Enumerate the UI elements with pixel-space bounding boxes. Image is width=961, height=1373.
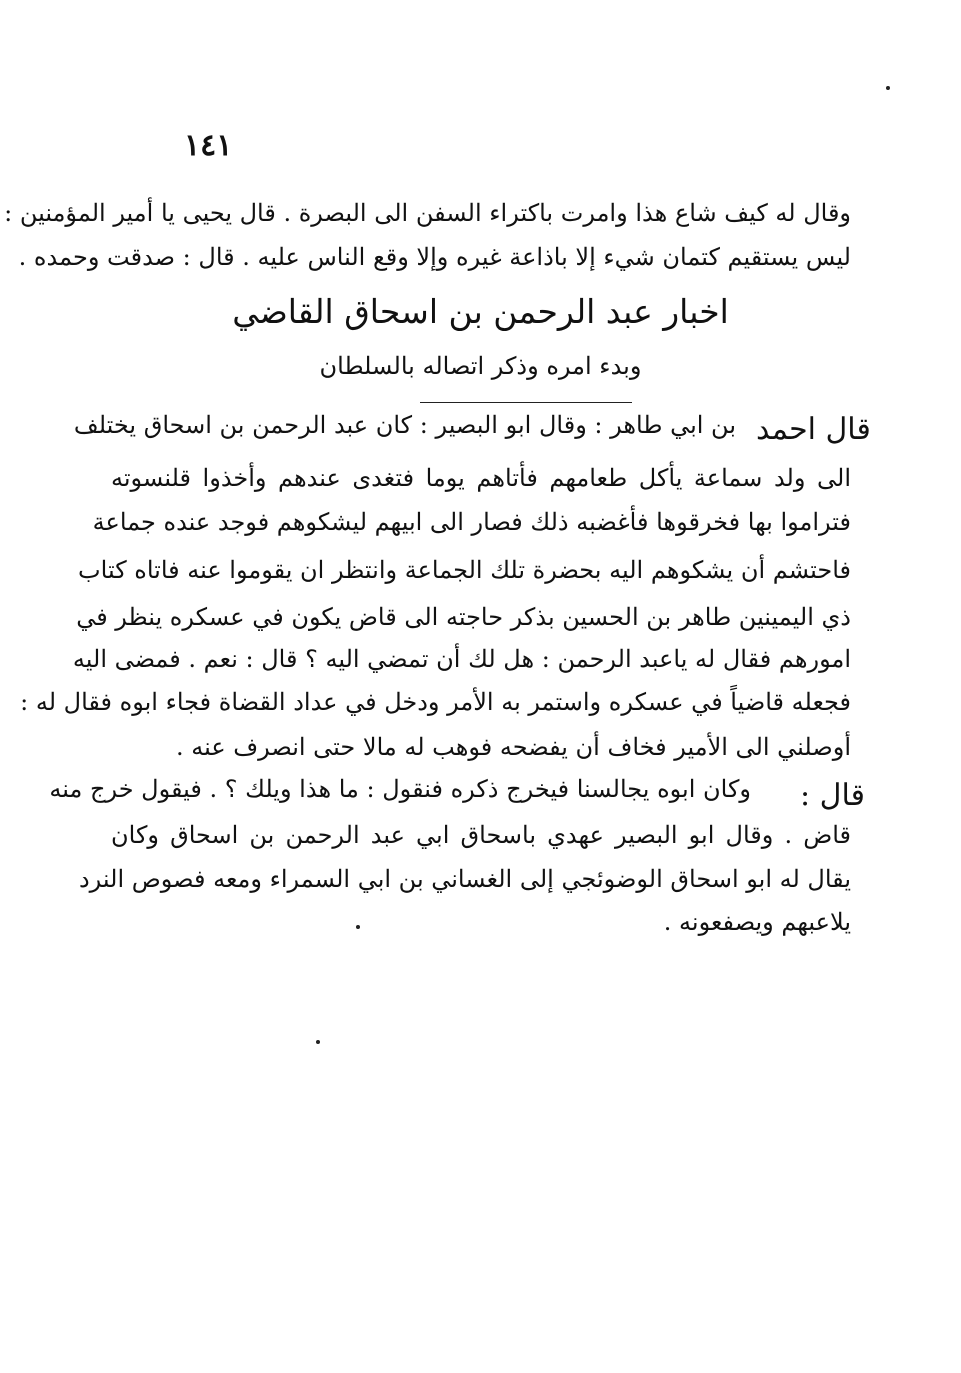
speck <box>316 1040 320 1044</box>
para1-line-7: فجعله قاضياً في عسكره واستمر به الأمر ودخل في عداد القضاة فجاء ابوه فقال له : <box>20 688 851 716</box>
para1-line-5: ذي اليمينين طاهر بن الحسين بذكر حاجته الى قاض يكون في عسكره ينظر في <box>76 603 851 631</box>
para2-line-2: قاض . وقال ابو البصير عهدي باسحاق ابي عبد الرحمن بن اسحاق وكان <box>111 821 851 849</box>
para1-line-2: الى ولد سماعة يأكل طعامهم فأتاهم يوما فتغدى عندهم وأخذوا قلنسوته <box>111 464 851 492</box>
section-subtitle: وبدء امره وذكر اتصاله بالسلطان <box>319 352 642 380</box>
para2-line-4: يلاعبهم ويصفعونه . <box>663 908 851 936</box>
para1-line-8: أوصلني الى الأمير فخاف أن يفضحه فوهب له مالا حتى انصرف عنه . <box>175 733 851 761</box>
para1-line-1: بن ابي طاهر : وقال ابو البصير : كان عبد الرحمن بن اسحاق يختلف <box>73 411 736 439</box>
margin-label-qal: قال : <box>800 778 865 813</box>
para2-line-1: وكان ابوه يجالسنا فيخرج ذكره فنقول : ما هذا ويلك ؟ . فيقول خرج منه <box>49 775 751 803</box>
para1-line-6: امورهم فقال له ياعبد الرحمن : هل لك أن تمضي اليه ؟ قال : نعم . فمضى اليه <box>72 645 851 673</box>
para2-line-3: يقال له ابو اسحاق الوضوئجي إلى الغساني بن ابي السمراء ومعه فصوص النرد <box>78 865 851 893</box>
speck <box>886 86 890 90</box>
margin-label-qal-ahmad: قال احمد <box>756 412 871 447</box>
intro-line-1: وقال له كيف شاع هذا وامرت باكتراء السفن الى البصرة . قال يحيى يا أمير المؤمنين : <box>4 199 851 227</box>
para1-line-3: فتراموا بها فخرقوها فأغضبه ذلك فصار الى ابيهم ليشكوهم فوجد عنده جماعة <box>92 508 851 536</box>
speck <box>356 925 360 929</box>
page-number: ١٤١ <box>184 128 233 163</box>
title-divider <box>420 402 632 403</box>
para1-line-4: فاحتشم أن يشكوهم اليه بحضرة تلك الجماعة وانتظر ان يقوموا عنه فاتاه كتاب <box>78 556 851 584</box>
section-title: اخبار عبد الرحمن بن اسحاق القاضي <box>232 292 729 331</box>
intro-line-2: ليس يستقيم كتمان شيء إلا باذاعة غيره وإلا وقع الناس عليه . قال : صدقت وحمده . <box>18 243 851 271</box>
